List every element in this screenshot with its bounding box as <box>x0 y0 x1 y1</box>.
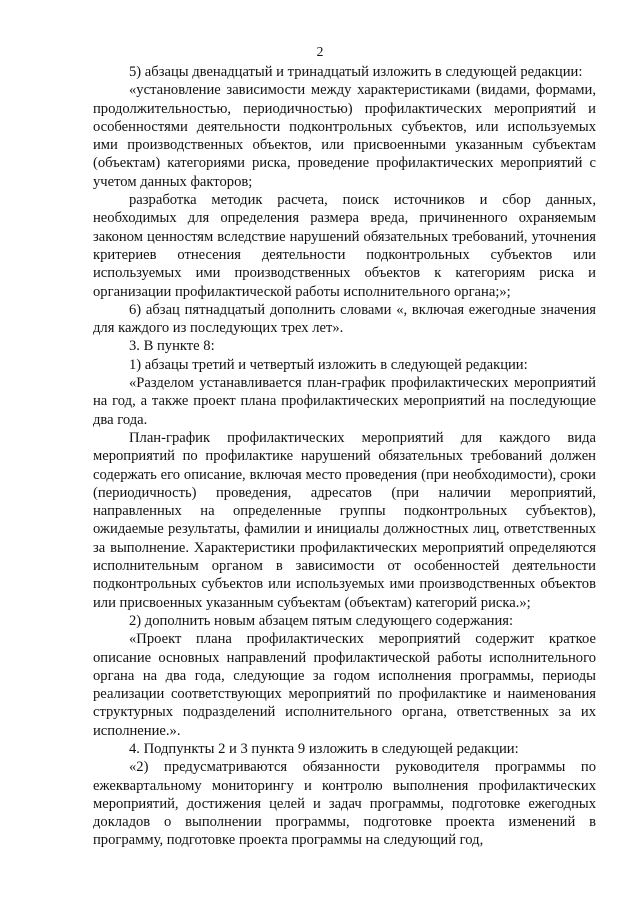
paragraph-2-dopolnit: 2) дополнить новым абзацем пятым следующего содержания: <box>129 612 514 629</box>
paragraph-2-predusmatrivayutsya: «2) предусматриваются обязанности руководителя программы по ежеквартальному мониторингу и контролю выполнения профилактических мероприятий, достижения целей и задач программы, подготовке ежегодных докладов о выполнении программы, подготовке проекта изменений в программу, подготовке проекта программы на следующий год, <box>93 759 596 849</box>
paragraph-proekt-plana: «Проект плана профилактических мероприятий содержит краткое описание основных направлений профилактической работы исполнительного органа на два года, следующие за годом исполнения программы, периоды реализации соответствующих мероприятий по профилактике и наименования структурных подразделений исполнительного органа, ответственных за их исполнение.». <box>93 631 596 739</box>
document-body <box>93 63 596 850</box>
paragraph-razdelom: «Разделом устанавливается план-график профилактических мероприятий на год, а также проект плана профилактических мероприятий на последующие два года. <box>93 375 596 428</box>
paragraph-punkt-4: 4. Подпункты 2 и 3 пункта 9 изложить в следующей редакции: <box>129 740 519 757</box>
page-number: 2 <box>316 44 324 59</box>
paragraph-5-abzacy: 5) абзацы двенадцатый и тринадцатый изложить в следующей редакции: <box>129 64 583 80</box>
paragraph-1-abzacy: 1) абзацы третий и четвертый изложить в следующей редакции: <box>129 356 528 373</box>
paragraph-6-abzac: 6) абзац пятнадцатый дополнить словами «, включая ежегодные значения для каждого из последующих трех лет». <box>93 301 596 337</box>
paragraph-punkt-8: 3. В пункте 8: <box>129 338 215 355</box>
paragraph-razrabotka: разработка методик расчета, поиск источников и сбор данных, необходимых для определения размера вреда, причиненного охраняемым законом ценностям вследствие нарушений обязательных требований, уточнения критериев отнесения деятельности подконтрольных субъектов или используемых ими производственных объектов к категориям риска и организации профилактической работы исполнительного органа;»; <box>93 192 596 300</box>
paragraph-ustanovlenie: «установление зависимости между характеристиками (видами, формами, продолжительностью, периодичностью) профилактических мероприятий и особенностями деятельности подконтрольных субъектов, или используемых ими производственных объектов, или присвоенными указанным субъектам (объектам) категориями риска, проведение профилактических мероприятий с учетом данных факторов; <box>93 82 596 190</box>
paragraph-plan-grafik: План-график профилактических мероприятий для каждого вида мероприятий по профилактике нарушений обязательных требований должен содержать его описание, включая место проведения (при необходимости), сроки (периодичность) проведения, адресатов (при наличии мероприятий, направленных на определенные группы подконтрольных субъектов), ожидаемые результаты, фамилии и инициалы должностных лиц, ответственных за выполнение. Характеристики профилактических мероприятий определяются исполнительным органом в зависимости от особенностей деятельности подконтрольных субъектов или используемых ими производственных объектов или присвоенных указанным субъектам (объектам) категорий риска.»; <box>93 429 596 611</box>
